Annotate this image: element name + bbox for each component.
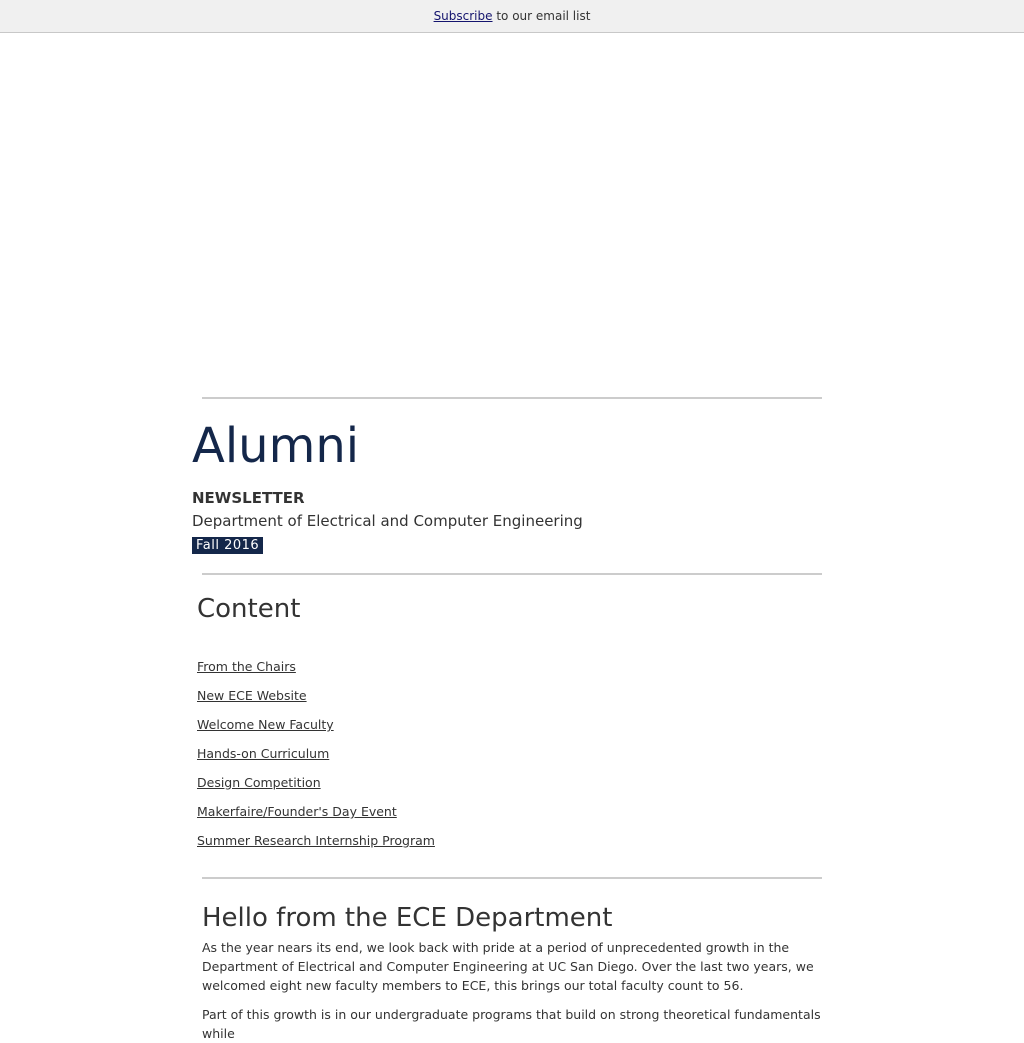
department-name: Department of Electrical and Computer Engineering (192, 512, 583, 530)
newsletter-title: Alumni (192, 418, 360, 474)
list-item (197, 715, 435, 744)
list-item (197, 831, 435, 860)
contents-list (197, 657, 435, 860)
toc-link-welcome-new-faculty[interactable]: Welcome New Faculty (197, 717, 334, 732)
subscribe-link[interactable]: Subscribe (433, 9, 493, 23)
subscribe-bar (0, 0, 1024, 33)
divider-contents (202, 877, 822, 879)
list-item (197, 657, 435, 686)
list-item (197, 802, 435, 831)
article-paragraph-2: Part of this growth is in our undergraduate programs that build on strong theoretical fundamentals while (202, 1007, 821, 1041)
toc-link-design-competition[interactable]: Design Competition (197, 775, 321, 790)
list-item (197, 773, 435, 802)
newsletter-label: NEWSLETTER (192, 489, 305, 507)
issue-badge: Fall 2016 (192, 537, 263, 554)
article-paragraph-1: As the year nears its end, we look back with pride at a period of unprecedented growth in the Department of Electrical and Computer Engineering at UC San Diego. Over the last two years, we welcomed eight new faculty members to ECE, this brings our total faculty count to 56. (202, 940, 814, 993)
list-item (197, 744, 435, 773)
toc-link-hands-on-curriculum[interactable]: Hands-on Curriculum (197, 746, 330, 761)
list-item (197, 686, 435, 715)
toc-link-summer-research[interactable]: Summer Research Internship Program (197, 833, 435, 848)
toc-link-makerfaire[interactable]: Makerfaire/Founder's Day Event (197, 804, 397, 819)
contents-heading: Content (197, 594, 301, 624)
toc-link-new-ece-website[interactable]: New ECE Website (197, 688, 307, 703)
toc-link-from-the-chairs[interactable]: From the Chairs (197, 659, 296, 674)
article-heading: Hello from the ECE Department (202, 903, 613, 933)
divider-top (202, 397, 822, 399)
subscribe-suffix: to our email list (492, 9, 591, 23)
divider-masthead (202, 573, 822, 575)
